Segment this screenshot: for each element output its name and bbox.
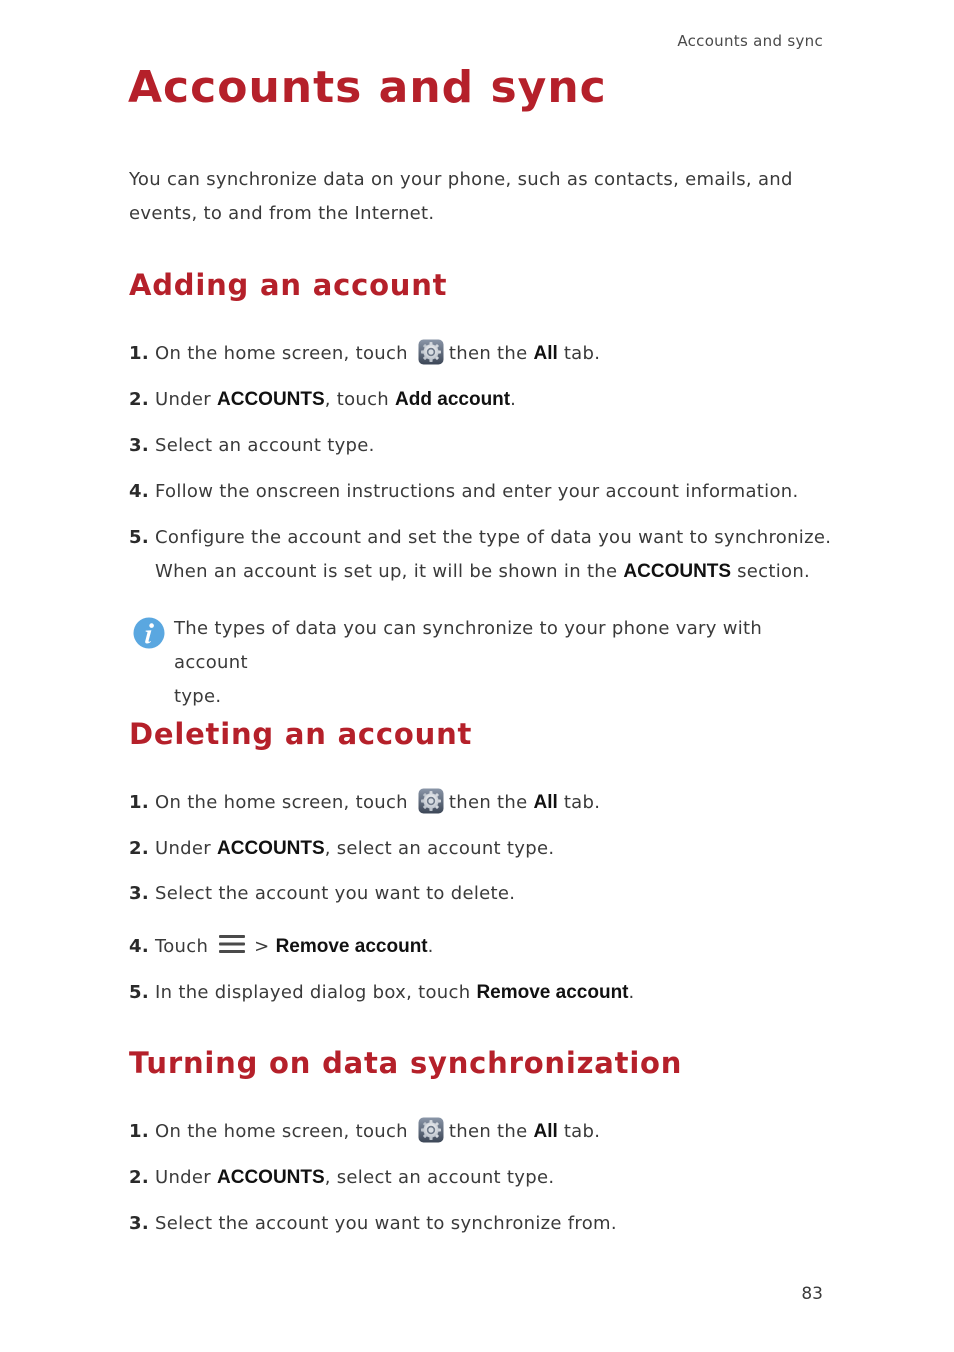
page-number: 83 xyxy=(801,1284,823,1304)
adding-step-2: 2. Under ACCOUNTS, touch Add account. xyxy=(129,383,516,417)
adding-step-1: 1. On the home screen, touch then the All tab. xyxy=(129,337,600,371)
info-icon xyxy=(133,617,165,649)
deleting-step-1: 1. On the home screen, touch then the All tab. xyxy=(129,786,600,820)
step-number: 2. xyxy=(129,838,149,859)
section-heading-syncing: Turning on data synchronization xyxy=(129,1046,683,1080)
adding-step-4: 4. Follow the onscreen instructions and enter your account information. xyxy=(129,475,799,509)
intro-line: You can synchronize data on your phone, such as contacts, emails, and xyxy=(129,169,793,190)
section-heading-adding: Adding an account xyxy=(129,268,448,302)
running-header: Accounts and sync xyxy=(677,32,823,50)
all-tab-label: All xyxy=(533,1121,558,1142)
adding-step-3: 3. Select an account type. xyxy=(129,429,375,463)
note-text: The types of data you can synchronize to your phone vary with account type. xyxy=(174,618,763,707)
step-number: 3. xyxy=(129,435,149,456)
accounts-label: ACCOUNTS xyxy=(623,561,732,582)
page-title: Accounts and sync xyxy=(128,62,607,113)
settings-icon xyxy=(418,788,444,814)
deleting-step-3: 3. Select the account you want to delete. xyxy=(129,877,515,911)
step-number: 3. xyxy=(129,1213,149,1234)
all-tab-label: All xyxy=(533,343,558,364)
adding-step-5: 5. Configure the account and set the type of data you want to synchronize. xyxy=(129,521,831,555)
step-number: 1. xyxy=(129,792,149,813)
step-number: 1. xyxy=(129,343,149,364)
syncing-step-1: 1. On the home screen, touch then the All tab. xyxy=(129,1115,600,1149)
deleting-step-5: 5. In the displayed dialog box, touch Remove account. xyxy=(129,976,635,1010)
syncing-step-2: 2. Under ACCOUNTS, select an account type. xyxy=(129,1161,554,1195)
section-heading-deleting: Deleting an account xyxy=(129,717,473,751)
step-number: 3. xyxy=(129,883,149,904)
intro-line: events, to and from the Internet. xyxy=(129,203,435,224)
step-number: 4. xyxy=(129,481,149,502)
deleting-step-4: 4. Touch > Remove account. xyxy=(129,930,434,964)
step-number: 2. xyxy=(129,1167,149,1188)
remove-account-label: Remove account xyxy=(476,982,629,1003)
menu-icon xyxy=(218,933,246,955)
step-number: 2. xyxy=(129,389,149,410)
accounts-label: ACCOUNTS xyxy=(217,838,325,859)
step-number: 5. xyxy=(129,982,149,1003)
settings-icon xyxy=(418,1117,444,1143)
settings-icon xyxy=(418,339,444,365)
step-number: 5. xyxy=(129,527,149,548)
step-number: 1. xyxy=(129,1121,149,1142)
accounts-label: ACCOUNTS xyxy=(217,1167,325,1188)
remove-account-label: Remove account xyxy=(275,936,428,957)
step-number: 4. xyxy=(129,936,149,957)
syncing-step-3: 3. Select the account you want to synchronize from. xyxy=(129,1207,617,1241)
intro-paragraph xyxy=(129,163,819,231)
deleting-step-2: 2. Under ACCOUNTS, select an account type. xyxy=(129,832,554,866)
adding-step-5-continued: When an account is set up, it will be shown in the ACCOUNTS section. xyxy=(155,561,811,582)
accounts-label: ACCOUNTS xyxy=(217,389,325,410)
all-tab-label: All xyxy=(533,792,558,813)
add-account-label: Add account xyxy=(395,389,511,410)
